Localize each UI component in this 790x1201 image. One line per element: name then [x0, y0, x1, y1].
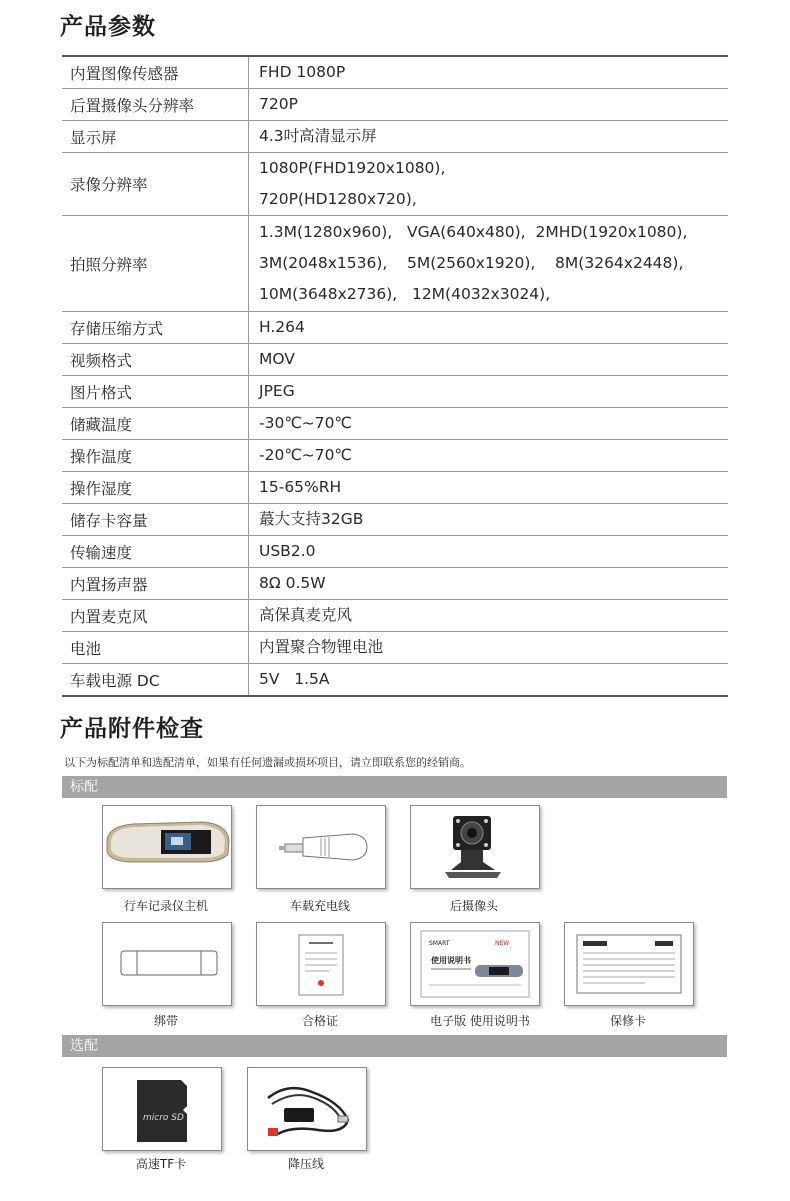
spec-value-line: USB2.0	[259, 542, 316, 560]
spec-value-line: 高保真麦克风	[259, 606, 353, 624]
accessories-intro: 以下为标配清单和选配清单，如果有任何遗漏或损坏项目，请立即联系您的经销商。	[64, 756, 471, 769]
svg-text:SMART: SMART	[429, 940, 450, 947]
car-charger-icon	[257, 806, 385, 888]
spec-key: 内置扬声器	[62, 568, 249, 600]
tf-card-icon	[103, 1068, 221, 1150]
spec-value-line: 10M(3648x2736), 12M(4032x3024),	[259, 285, 551, 303]
spec-key: 录像分辨率	[62, 153, 249, 216]
spec-row	[62, 56, 728, 89]
spec-row	[62, 440, 728, 472]
spec-row	[62, 600, 728, 632]
spec-value-line: 蕞大支持32GB	[259, 510, 364, 528]
spec-row	[62, 568, 728, 600]
caption-rear-cam: 后摄像头	[449, 899, 498, 913]
spec-value-line: 1080P(FHD1920x1080),	[259, 159, 446, 177]
spec-value-line: 1.3M(1280x960), VGA(640x480), 2MHD(1920x1080),	[259, 223, 688, 241]
dvr-mirror-icon	[103, 806, 231, 888]
caption-strap: 绑带	[153, 1014, 178, 1028]
spec-row	[62, 376, 728, 408]
spec-value-line: 720P	[259, 95, 298, 113]
optional-bar: 选配	[62, 1035, 727, 1057]
spec-key: 储存卡容量	[62, 504, 249, 536]
tf-card-image	[102, 1067, 222, 1151]
spec-row	[62, 89, 728, 121]
spec-key: 显示屏	[62, 121, 249, 153]
spec-key: 操作湿度	[62, 472, 249, 504]
strap-image	[102, 922, 232, 1006]
spec-value	[249, 472, 729, 504]
warranty-card-icon	[565, 923, 693, 1005]
spec-key: 拍照分辨率	[62, 216, 249, 312]
svg-text:NEW: NEW	[495, 940, 510, 947]
spec-value-line: 4.3吋高清显示屏	[259, 127, 377, 145]
spec-value-line: 3M(2048x1536), 5M(2560x1920), 8M(3264x2448),	[259, 254, 684, 272]
spec-value	[249, 632, 729, 664]
spec-value-line: 720P(HD1280x720),	[259, 190, 417, 208]
spec-value-line: 8Ω 0.5W	[259, 574, 326, 592]
spec-row	[62, 664, 728, 697]
spec-value	[249, 121, 729, 153]
spec-row	[62, 472, 728, 504]
spec-value-line: 15-65%RH	[259, 478, 342, 496]
spec-value	[249, 600, 729, 632]
spec-value	[249, 153, 729, 216]
spec-key: 操作温度	[62, 440, 249, 472]
spec-key: 视频格式	[62, 344, 249, 376]
cert-image	[256, 922, 386, 1006]
dvr-image	[102, 805, 232, 889]
spec-value	[249, 536, 729, 568]
spec-row	[62, 536, 728, 568]
spec-value	[249, 312, 729, 344]
spec-value-line: FHD 1080P	[259, 63, 346, 81]
caption-cert: 合格证	[301, 1014, 338, 1028]
spec-value	[249, 89, 729, 121]
spec-row	[62, 153, 728, 216]
spec-row	[62, 216, 728, 312]
buck-image	[247, 1067, 367, 1151]
spec-value	[249, 568, 729, 600]
caption-charger: 车载充电线	[289, 899, 350, 913]
spec-value	[249, 344, 729, 376]
spec-value	[249, 440, 729, 472]
spec-value	[249, 376, 729, 408]
spec-key: 电池	[62, 632, 249, 664]
manual-image	[410, 922, 540, 1006]
spec-row	[62, 312, 728, 344]
spec-row	[62, 408, 728, 440]
spec-key: 内置麦克风	[62, 600, 249, 632]
rear-camera-icon	[411, 806, 539, 888]
spec-value-line: H.264	[259, 318, 305, 336]
spec-value	[249, 664, 729, 697]
section-title-accessories: 产品附件检查	[60, 716, 204, 742]
spec-key: 储藏温度	[62, 408, 249, 440]
section-title-specs: 产品参数	[60, 14, 156, 40]
spec-value-line: 5V 1.5A	[259, 670, 330, 688]
buck-cable-icon	[248, 1068, 366, 1150]
caption-buck: 降压线	[287, 1157, 324, 1171]
caption-manual: 电子版 使用说明书	[430, 1014, 530, 1028]
strap-icon	[103, 923, 231, 1005]
spec-value	[249, 504, 729, 536]
caption-tf: 高速TF卡	[135, 1157, 187, 1171]
spec-value-line: MOV	[259, 350, 295, 368]
spec-key: 内置图像传感器	[62, 56, 249, 89]
spec-row	[62, 344, 728, 376]
spec-value-line: -20℃~70℃	[259, 446, 352, 464]
spec-value-line: 内置聚合物锂电池	[259, 638, 384, 656]
spec-value	[249, 56, 729, 89]
spec-key: 存储压缩方式	[62, 312, 249, 344]
spec-key: 车载电源 DC	[62, 664, 249, 697]
spec-value-line: -30℃~70℃	[259, 414, 352, 432]
warranty-image	[564, 922, 694, 1006]
standard-bar: 标配	[62, 776, 727, 798]
manual-cover-title: 使用说明书	[431, 956, 471, 965]
spec-key: 后置摄像头分辨率	[62, 89, 249, 121]
caption-dvr: 行车记录仪主机	[123, 899, 208, 913]
spec-key: 传输速度	[62, 536, 249, 568]
spec-row	[62, 504, 728, 536]
tf-logo: micro SD	[143, 1113, 184, 1123]
spec-key: 图片格式	[62, 376, 249, 408]
caption-warranty: 保修卡	[609, 1014, 646, 1028]
spec-row	[62, 632, 728, 664]
rear-cam-image	[410, 805, 540, 889]
spec-row	[62, 121, 728, 153]
spec-value	[249, 216, 729, 312]
certificate-icon	[257, 923, 385, 1005]
spec-value-line: JPEG	[259, 382, 295, 400]
manual-cover-icon	[411, 923, 539, 1005]
spec-table	[62, 55, 728, 697]
spec-value	[249, 408, 729, 440]
charger-image	[256, 805, 386, 889]
